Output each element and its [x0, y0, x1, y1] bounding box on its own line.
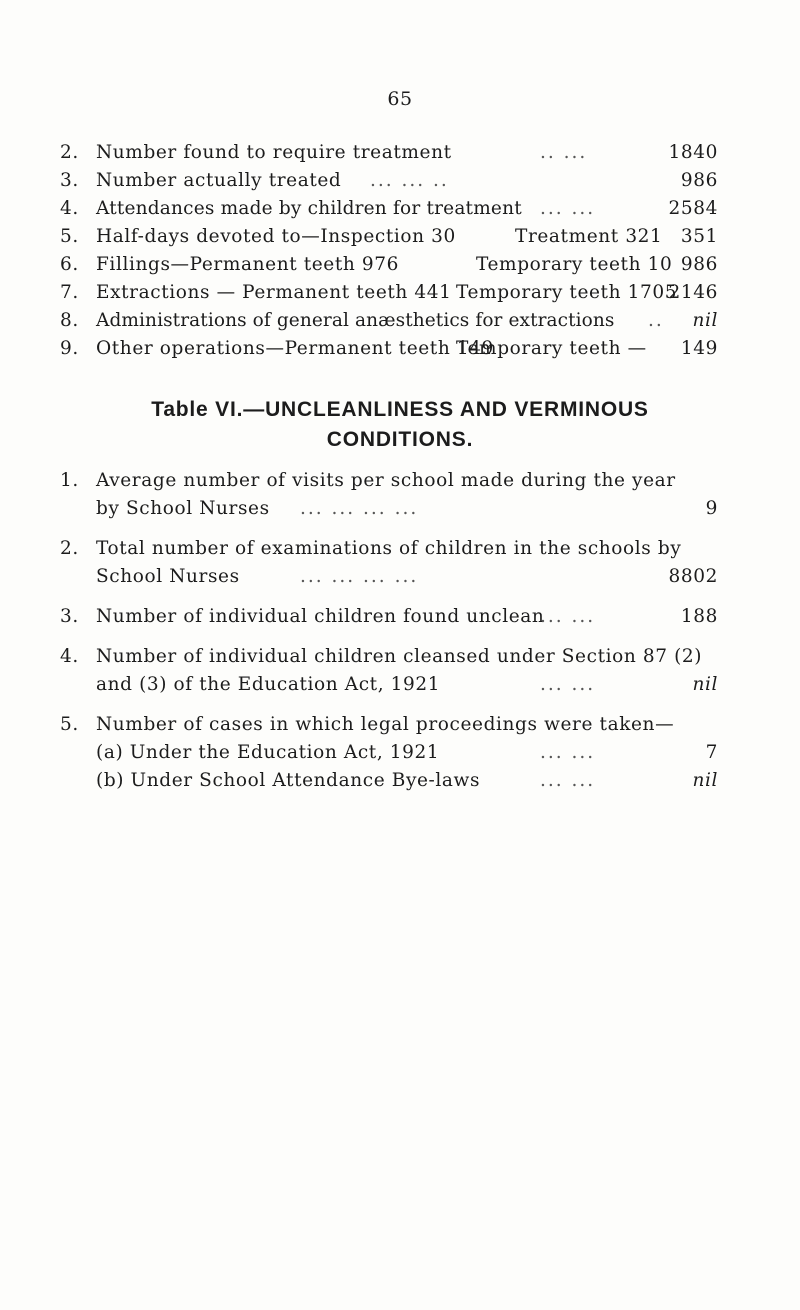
legal-subitem: (b) Under School Attendance Bye-laws ... ... nil — [96, 770, 718, 791]
list-item: 2. Number found to require treatment .. ... 1840 — [60, 142, 718, 163]
list-item: 3. Number of individual children found unclean ... ... 188 — [60, 606, 718, 627]
list-item-continuation: by School Nurses ... ... ... ... 9 — [96, 498, 718, 519]
list-item: 4. Number of individual children cleansed under Section 87 (2) — [60, 646, 703, 667]
table-heading: Table VI.—UNCLEANLINESS AND VERMINOUS — [151, 398, 649, 421]
list-item-continuation: and (3) of the Education Act, 1921 ... ... nil — [96, 674, 718, 695]
list-item: 7. Extractions — Permanent teeth 441 Temporary teeth 1705 2146 — [60, 282, 718, 303]
legal-subitem: (a) Under the Education Act, 1921 ... ... 7 — [96, 742, 718, 763]
list-item: 8. Administrations of general anæsthetics for extractions .. nil — [60, 310, 718, 331]
list-item: 3. Number actually treated ... ... .. 986 — [60, 170, 718, 191]
table-heading-line2: CONDITIONS. — [326, 428, 474, 451]
list-item: 1. Average number of visits per school made during the year — [60, 470, 676, 491]
list-item: 6. Fillings—Permanent teeth 976 Temporary teeth 10 986 — [60, 254, 718, 275]
list-item: 9. Other operations—Permanent teeth 149 Temporary teeth — 149 — [60, 338, 718, 359]
list-item: 5. Number of cases in which legal proceedings were taken— — [60, 714, 675, 735]
page-number: 65 — [387, 88, 413, 110]
list-item: 5. Half-days devoted to—Inspection 30 Treatment 321 351 — [60, 226, 718, 247]
list-item-continuation: School Nurses ... ... ... ... 8802 — [96, 566, 718, 587]
list-item: 2. Total number of examinations of children in the schools by — [60, 538, 682, 559]
list-item: 4. Attendances made by children for treatment ... ... 2584 — [60, 198, 718, 219]
